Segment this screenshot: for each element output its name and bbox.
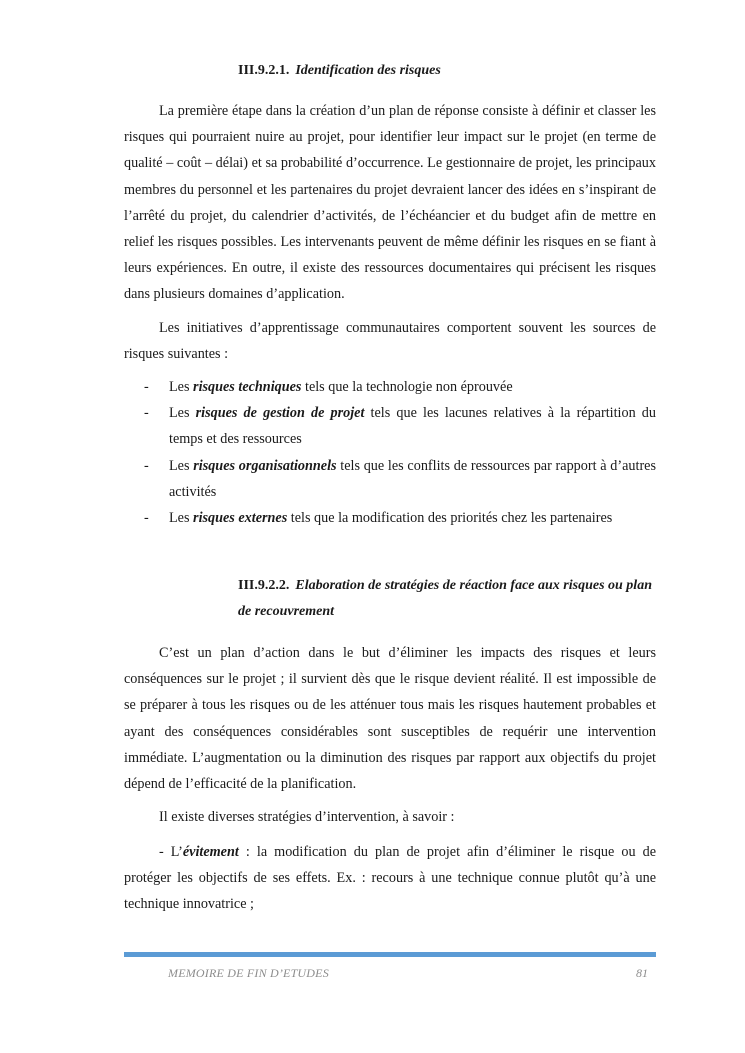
section-heading-1 xyxy=(238,58,658,84)
list-dash: - xyxy=(144,457,149,474)
emphasis: risques techniques xyxy=(193,379,302,395)
list-item: - Les risques techniques tels que la technologie non éprouvée xyxy=(124,374,656,400)
section-title: Elaboration de stratégies de réaction face aux risques ou plan de recouvrement xyxy=(238,578,652,619)
paragraph: La première étape dans la création d’un plan de réponse consiste à définir et classer les risques qui pourraient nuire au projet, pour identifier leur impact sur le projet (en terme de qualité – coût – délai) et sa probabilité d’occurrence. Le gestionnaire de projet, les principaux membres du personnel et les partenaires du projet devraient lancer des idées en s’inspirant de l’arrêté du projet, du calendrier d’activités, de l’échéancier et du budget afin de mettre en relief les risques possibles. Les intervenants peuvent de même définir les risques en se fiant à leurs expériences. En outre, il existe des ressources documentaires qui précisent les risques dans plusieurs domaines d’application. xyxy=(124,103,656,303)
emphasis: évitement xyxy=(182,844,239,860)
list-dash: - xyxy=(144,379,149,395)
strategy-paragraph: - L’évitement : la modification du plan de projet afin d’éliminer le risque ou de protéger les objectifs de ses effets. Ex. : recours à une technique connue plutôt qu’à une technique innovatrice ; xyxy=(124,844,656,913)
list-dash: - xyxy=(144,510,149,527)
section-number: III.9.2.1. xyxy=(238,63,290,78)
emphasis: risques organisationnels xyxy=(193,457,337,474)
page-number: 81 xyxy=(636,966,648,980)
emphasis: risques externes xyxy=(193,510,288,527)
emphasis: risques de gestion de projet xyxy=(195,405,365,422)
list-item: - Les risques externes tels que la modification des priorités chez les partenaires xyxy=(124,505,656,531)
footer-bar xyxy=(124,952,656,957)
paragraph: Il existe diverses stratégies d’intervention, à savoir : xyxy=(159,809,455,825)
list-dash: - xyxy=(144,405,149,422)
footer-title: MEMOIRE DE FIN D’ETUDES xyxy=(168,966,329,980)
paragraph: Les initiatives d’apprentissage communautaires comportent souvent les sources de risques suivantes : xyxy=(124,320,656,363)
section-number: III.9.2.2. xyxy=(238,578,290,593)
paragraph: C’est un plan d’action dans le but d’éliminer les impacts des risques et leurs conséquences sur le projet ; il survient dès que le risque devient réalité. Il est impossible de se préparer à tous les risques ou de les atténuer tous mais les risques hautement probables et ayant des conséquences considérables sont susceptibles de requérir une intervention immédiate. L’augmentation ou la diminution des risques par rapport aux objectifs du projet dépend de l’efficacité de la planification. xyxy=(124,645,656,793)
section-title: Identification des risques xyxy=(295,63,441,78)
risk-sources-list xyxy=(124,374,656,531)
list-item: - Les risques organisationnels tels que les conflits de ressources par rapport à d’autres activités xyxy=(124,453,656,505)
section-heading-2 xyxy=(238,573,658,625)
list-item: - Les risques de gestion de projet tels que les lacunes relatives à la répartition du temps et des ressources xyxy=(124,400,656,452)
